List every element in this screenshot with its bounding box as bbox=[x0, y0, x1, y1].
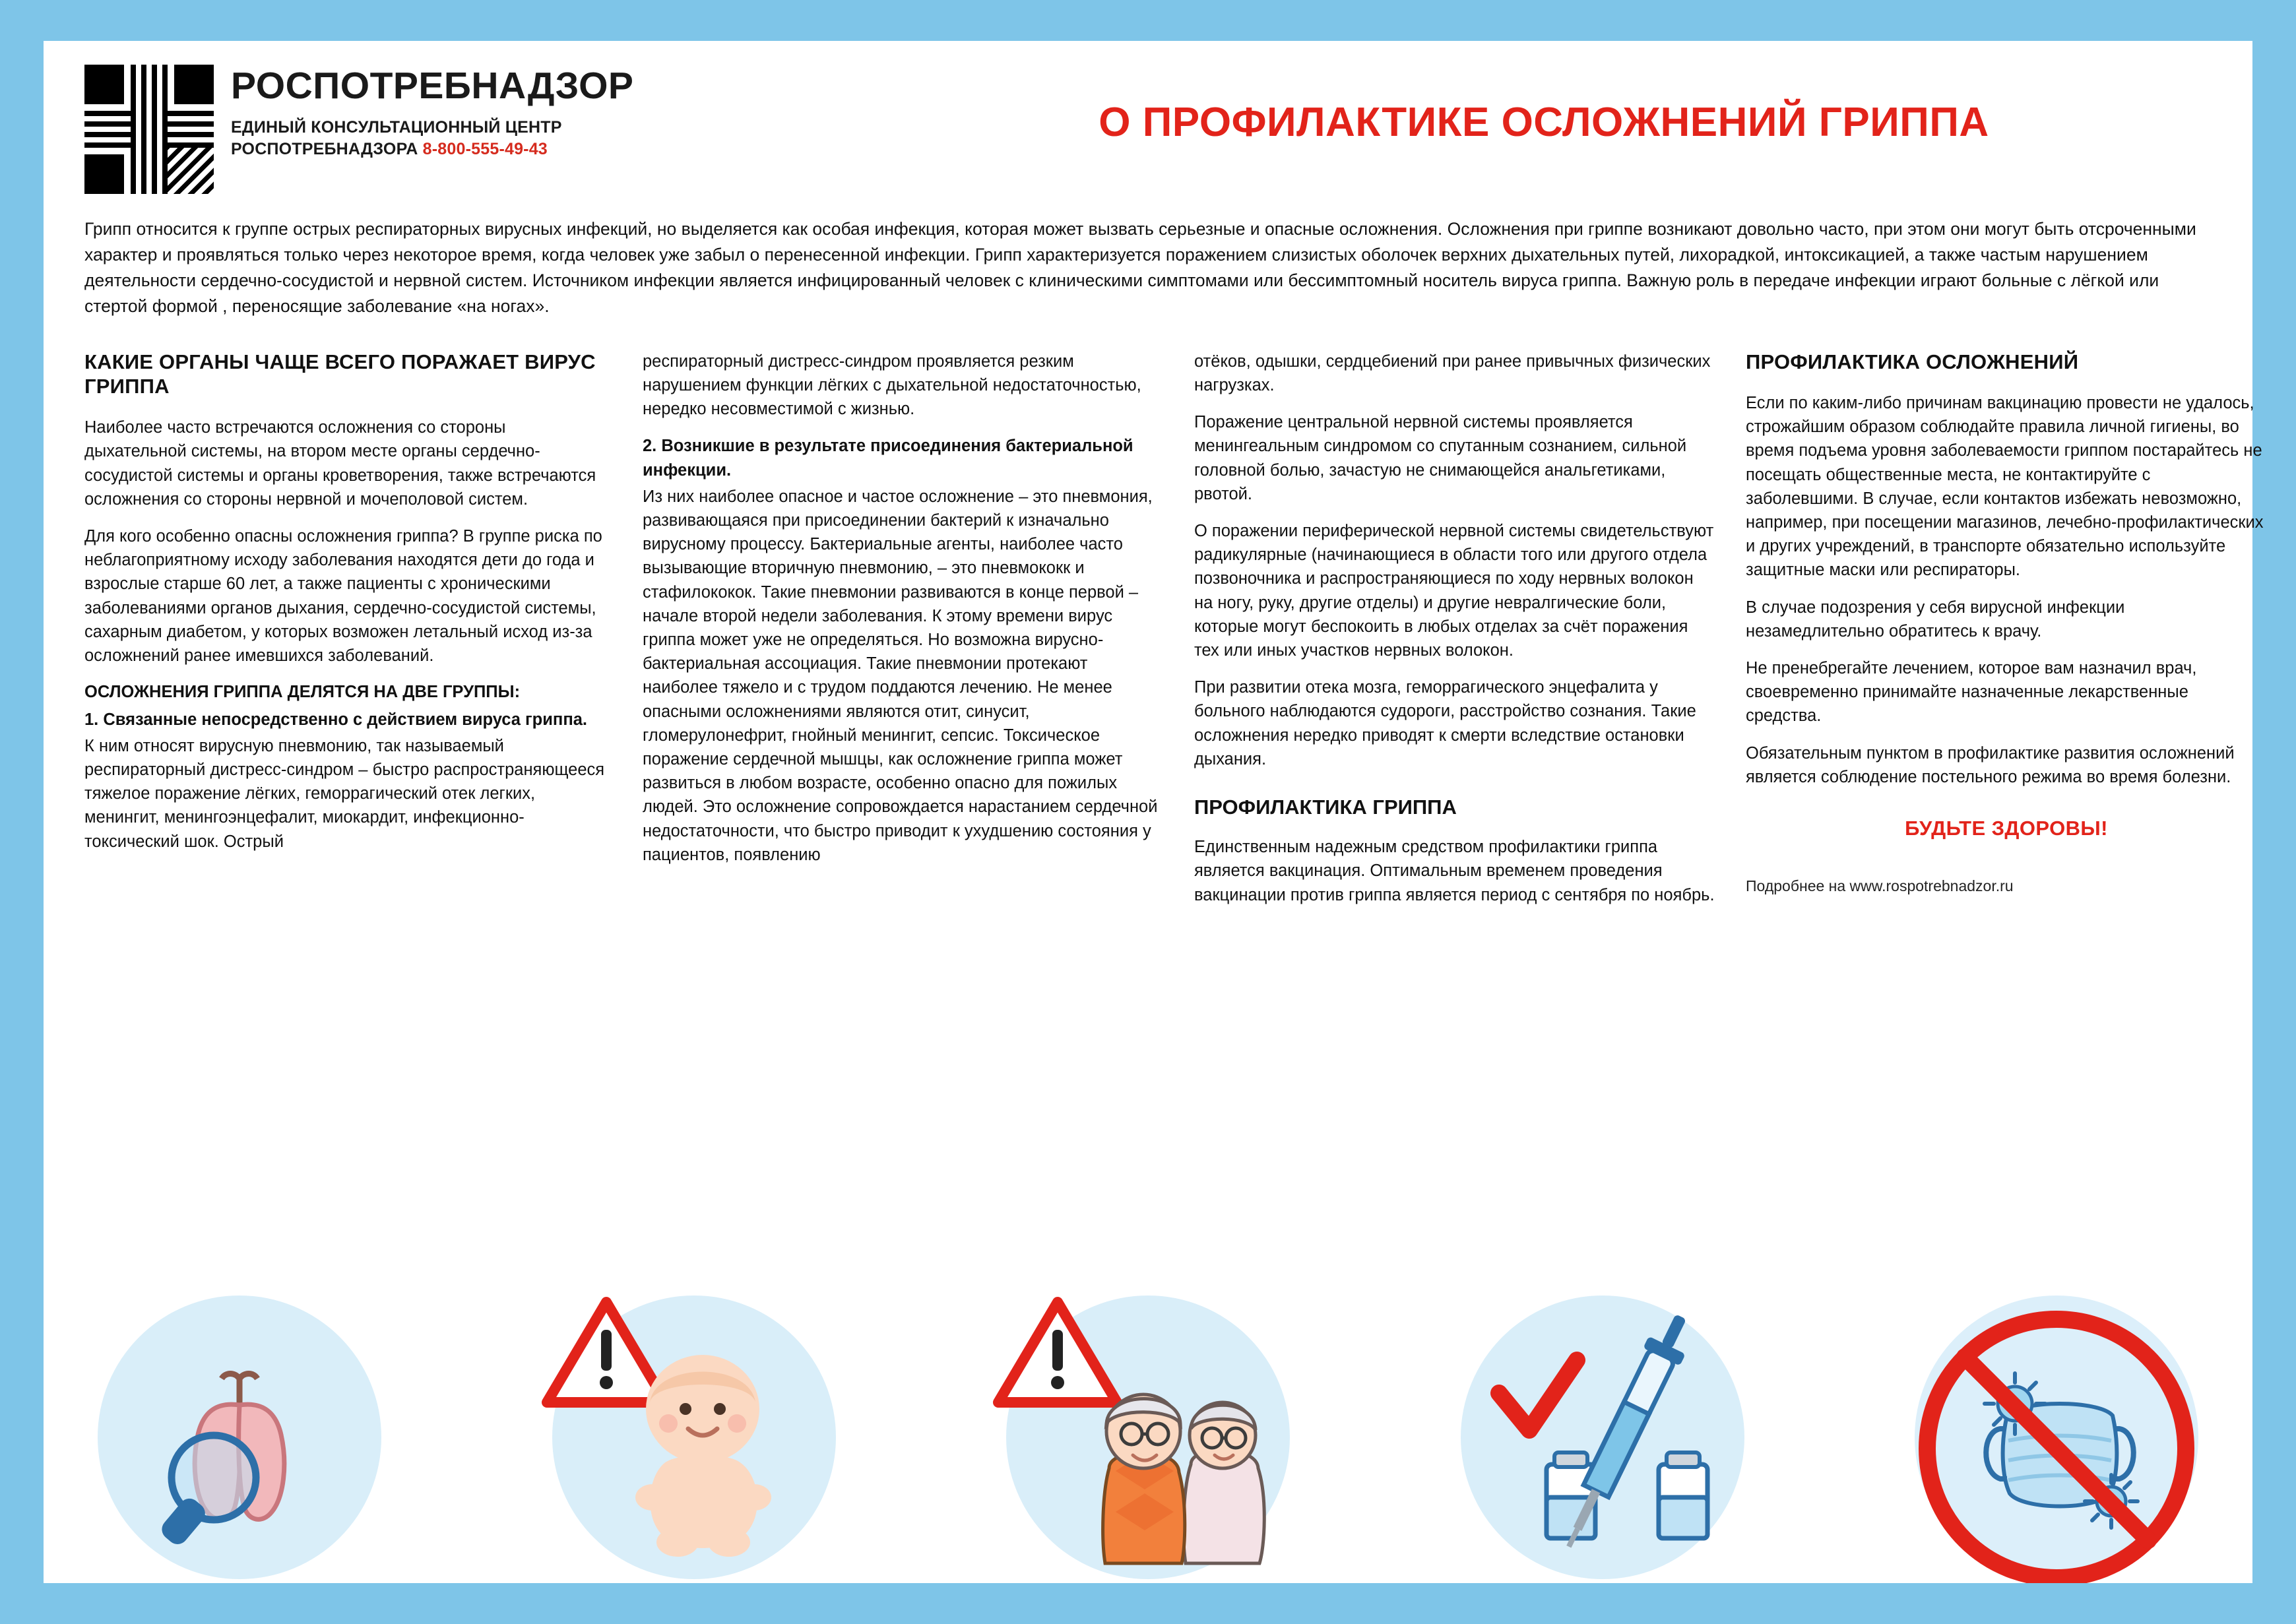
column1-subheading-1: 1. Связанные непосредственно с действием вируса гриппа. bbox=[84, 710, 587, 729]
column3-paragraph-3: О поражении периферической нервной системы свидетельствуют радикулярные (начинающиеся в области того или другого отдела позвоночника и распространяющиеся по ходу нервных волокон на ногу, руку, другие отделы) и другие невралгические боли, которые могут беспокоить в любых отделах за счёт поражения тех или иных участков нервных волокон. bbox=[1194, 522, 1714, 660]
column-bacterial bbox=[643, 350, 1164, 920]
column2-paragraph-1: респираторный дистресс-синдром проявляется резким нарушением функции лёгких с дыхательной недостаточностью, нередко несовместимой с жизнью. bbox=[643, 352, 1141, 419]
poster-header bbox=[84, 65, 2212, 194]
illustration-vaccination bbox=[1448, 1280, 1758, 1583]
column1-paragraph-3: К ним относят вирусную пневмонию, так называемый респираторный дистресс-синдром – быстро распространяющееся тяжелое поражение лёгких, геморрагический отек легких, менингит, менингоэнцефалит, миокардит, инфекционно-токсический шок. Острый bbox=[84, 736, 605, 851]
column3-heading-2: ПРОФИЛАКТИКА ГРИППА bbox=[1194, 796, 1457, 819]
illustration-baby bbox=[539, 1280, 849, 1583]
vaccination-syringe-icon bbox=[1448, 1280, 1758, 1583]
consultation-center-label bbox=[231, 117, 633, 160]
hotline-phone: 8-800-555-49-43 bbox=[422, 140, 548, 158]
illustration-mask bbox=[1901, 1280, 2212, 1583]
illustration-elderly bbox=[993, 1280, 1303, 1583]
column1-heading: КАКИЕ ОРГАНЫ ЧАЩЕ ВСЕГО ПОРАЖАЕТ ВИРУС ГРИППА bbox=[84, 350, 596, 398]
page-title: О ПРОФИЛАКТИКЕ ОСЛОЖНЕНИЙ ГРИППА bbox=[1099, 100, 1989, 145]
consultation-center-line2: РОСПОТРЕБНАДЗОРА bbox=[231, 140, 418, 158]
baby-warning-icon bbox=[539, 1280, 849, 1583]
column3-paragraph-2: Поражение центральной нервной системы проявляется менингеальным синдромом со спутанным сознанием, сильной головной болью, зачастую не снимающейся анальгетиками, рвотой. bbox=[1194, 413, 1687, 503]
brand-text bbox=[231, 65, 633, 160]
column2-subheading-1: 2. Возникшие в результате присоединения бактериальной инфекции. bbox=[643, 437, 1133, 480]
more-info-text: Подробнее на www.rospotrebnadzor.ru bbox=[1746, 877, 2014, 895]
column4-paragraph-2: В случае подозрения у себя вирусной инфекции незамедлительно обратитесь к врачу. bbox=[1746, 598, 2125, 640]
consultation-center-line1: ЕДИНЫЙ КОНСУЛЬТАЦИОННЫЙ ЦЕНТР bbox=[231, 118, 562, 137]
column4-paragraph-4: Обязательным пунктом в профилактике развития осложнений является соблюдение постельного режима во время болезни. bbox=[1746, 743, 2235, 786]
column4-heading: ПРОФИЛАКТИКА ОСЛОЖНЕНИЙ bbox=[1746, 350, 2079, 373]
illustration-row bbox=[84, 1273, 2212, 1583]
organization-name: РОСПОТРЕБНАДЗОР bbox=[231, 65, 634, 107]
column2-paragraph-2: Из них наиболее опасное и частое осложнение – это пневмония, развивающаяся при присоединении бактерий к изначально вирусному процессу. Бактериальные агенты, наиболее часто вызывающие вторичную пневмонию, – это пневмококк и стафилококок. Такие пневмонии развиваются в конце первой – начале второй недели заболевания. К этому времени вирус гриппа может уже не определяться. Но возможна вирусно-бактериальная ассоциация. Такие пневмонии протекают наиболее тяжело и с трудом поддаются лечению. Не менее опасными осложнениями являются отит, синусит, гломерулонефрит, гнойный менингит, сепсис. Токсическое поражение сердечной мышцы, как осложнение гриппа может развиться в любом возрасте, особенно опасно для пожилых людей. Это осложнение сопровождается нарастанием сердечной недостаточности, что быстро приводит к ухудшению состояния у пациентов, появлению bbox=[643, 487, 1158, 864]
no-mask-prohibition-icon bbox=[1901, 1280, 2212, 1583]
lungs-magnifier-icon bbox=[84, 1280, 395, 1583]
slogan-text: БУДЬТЕ ЗДОРОВЫ! bbox=[1905, 817, 2108, 840]
column-prevention bbox=[1746, 350, 2267, 920]
column1-heading-2: ОСЛОЖНЕНИЯ ГРИППА ДЕЛЯТСЯ НА ДВЕ ГРУППЫ: bbox=[84, 683, 521, 702]
brand-block bbox=[84, 65, 850, 194]
elderly-couple-warning-icon bbox=[993, 1280, 1303, 1583]
column3-paragraph-1: отёков, одышки, сердцебиений при ранее привычных физических нагрузках. bbox=[1194, 352, 1711, 395]
column1-paragraph-2: Для кого особенно опасны осложнения гриппа? В группе риска по неблагоприятному исходу заболевания находятся дети до года и взрослые старше 60 лет, а также пациенты с хроническими заболеваниями органов дыхания, сердечно-сосудистой системы, сахарным диабетом, у которых возможен летальный исход из-за осложнений ранее имевшихся заболеваний. bbox=[84, 527, 602, 666]
column4-paragraph-1: Если по каким-либо причинам вакцинацию провести не удалось, строжайшим образом соблюдайте правила личной гигиены, во время подъема уровня заболеваемости гриппом постарайтесь не посещать общественные места, не контактируйте с заболевшими. В случае, если контактов избежать невозможно, например, при посещении магазинов, лечебно-профилактических и других учреждений, в транспорте обязательно используйте защитные маски или респираторы. bbox=[1746, 394, 2264, 580]
poster-sheet bbox=[44, 41, 2264, 1583]
column4-paragraph-3: Не пренебрегайте лечением, которое вам назначил врач, своевременно принимайте назначенные лекарственные средства. bbox=[1746, 659, 2197, 726]
column-nervous-system bbox=[1194, 350, 1715, 920]
illustration-lungs bbox=[84, 1280, 395, 1583]
column3-paragraph-5: Единственным надежным средством профилактики гриппа является вакцинация. Оптимальным временем проведения вакцинации против гриппа является период с сентября по ноябрь. bbox=[1194, 838, 1715, 904]
qr-code-icon bbox=[84, 65, 214, 194]
intro-paragraph: Грипп относится к группе острых респираторных вирусных инфекций, но выделяется как особая инфекция, которая может вызвать серьезные и опасные осложнения. Осложнения при гриппе возникают довольно часто, при этом они могут быть отсроченными характер и проявляться только через некоторое время, когда человек уже забыл о перенесенной инфекции. Грипп характеризуется поражением слизистых оболочек верхних дыхательных путей, лихорадкой, интоксикацией, а также частым нарушением деятельности сердечно-сосудистой и нервной систем. Источником инфекции является инфицированный человек с клиническими симптомами или бессимптомный носитель вируса гриппа. Важную роль в передаче инфекции играют больные с лёгкой или стертой формой , переносящие заболевание «на ногах». bbox=[84, 219, 2196, 316]
column1-paragraph-1: Наиболее часто встречаются осложнения со стороны дыхательной системы, на втором месте органы сердечно-сосудистой системы и органы кроветворения, также встречаются осложнения со стороны нервной и мочеполовой систем. bbox=[84, 418, 596, 509]
content-columns bbox=[84, 350, 2264, 920]
column3-paragraph-4: При развитии отека мозга, геморрагического энцефалита у больного наблюдаются судороги, расстройство сознания. Такие осложнения нередко приводят к смерти вследствие остановки дыхания. bbox=[1194, 678, 1696, 768]
column-organs bbox=[84, 350, 612, 920]
